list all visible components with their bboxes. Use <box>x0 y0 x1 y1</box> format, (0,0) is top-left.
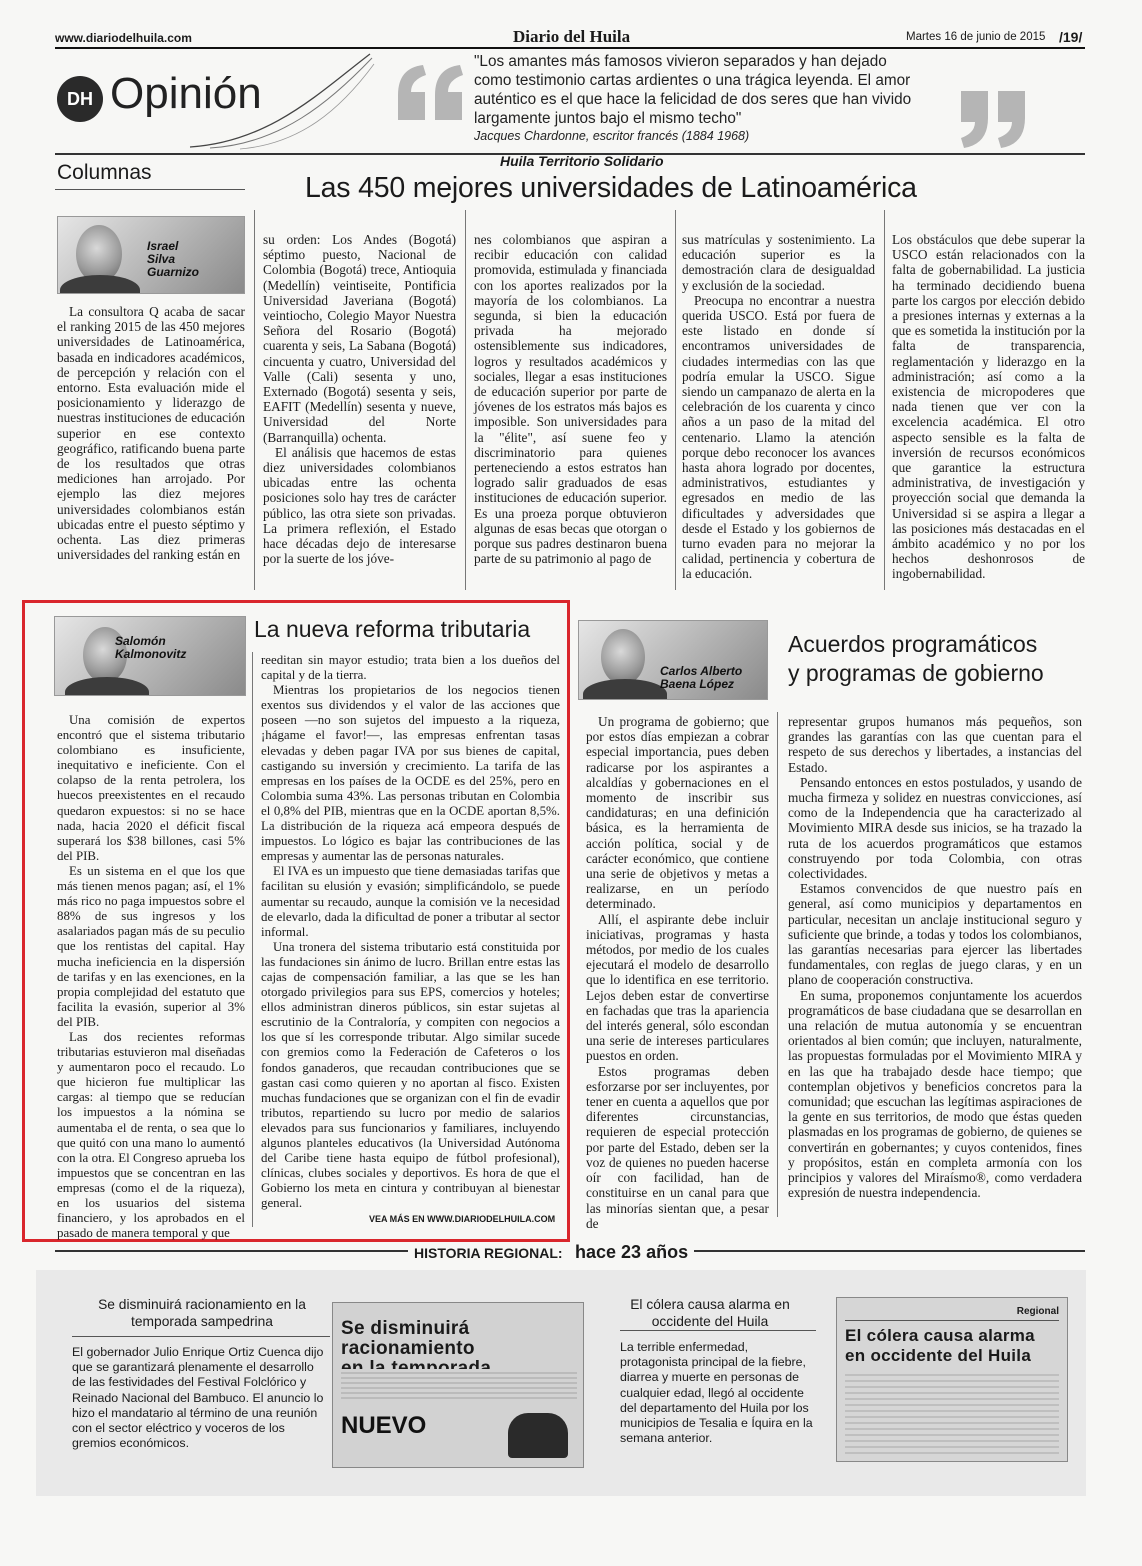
clip2-tag: Regional <box>1016 1306 1059 1317</box>
title-line: y programas de gobierno <box>788 660 1044 686</box>
paragraph: representar grupos humanos más pequeños, son grandes las garantías con las que cuentan para el respeto de sus derechos y libertades, a instancias del Estado. <box>788 714 1082 775</box>
historia-clip-2 <box>836 1297 1068 1462</box>
columnas-label: Columnas <box>57 161 152 184</box>
paragraph: La consultora Q acaba de sacar el ranking 2015 de las 450 mejores universidades de Latinoamérica, basada en indicadores académicos, de percepción y relación con el entorno. Esta evaluación mide el posicionamiento y liderazgo de nuestras instituciones de educación superior en ese contexto geográfico, ratificando buena parte de los resultados que otras mediciones han arrojado. Por ejemplo las diez mejores universidades colombianos están ubicadas entre el puesto séptimo y ochenta. Las diez primeras universidades del ranking están en <box>57 304 245 563</box>
page-number: /19/ <box>1059 29 1083 45</box>
paragraph: El IVA es un impuesto que tiene demasiadas tarifas que facilitan su elusión y evasión; simplificándolo, se puede aumentar su recaudo, aunque la comisión ve la necesidad de elevarlo, dada la dificultad de poner a tributar al sector informal. <box>261 864 560 939</box>
author-line: Israel <box>147 239 179 253</box>
article3-col2 <box>788 714 1082 1201</box>
paragraph: nes colombianos que aspiran a recibir educación con calidad promovida, estimulada y financiada con los aportes realizados por la mayoría de los colombianos. La segunda, si bien la educación privada ha mejorado ostensiblemente sus indicadores, logros y resultados académicos y sociales, llegar a esas instituciones de educación superior por parte de jóvenes de los estratos más bajos es imposible. Son universidades para la "élite", así suene feo y discriminatorio para quienes perteneciendo a estos estratos han logrado salir graduados de esas instituciones de educación superior. Es una proeza porque obtuvieron algunas de esas becas que otorgan o porque sus padres destinaron buena parte de su patrimonio al pago de <box>474 232 667 567</box>
historia-item1-title[interactable] <box>72 1296 332 1330</box>
paragraph: Mientras los propietarios de los negocios tienen exentos sus dividendos y el valor de las acciones que poseen —no son sujetos del impuesto a la riqueza, ¡hágame el favor!—, las empresas enfrentan tasas elevadas y deben pagar IVA por sus bienes de capital, castigando su inversión y crecimiento. La tarifa de las empresas en los países de la OCDE es del 25%, pero en Colombia suma 43%. Las personas tributan en Colombia el 0,8% del PIB, mientras que en la OCDE aportan 8,5%. La distribución de la riqueza acá empeora después de impuestos. Lo lógico es bajar las contribuciones de las empresas y aumentar las de personas naturales. <box>261 683 560 864</box>
clip2-head <box>845 1326 1035 1366</box>
quote-line: auténtico es el que hace la felicidad de dos seres que han vivido <box>474 91 912 108</box>
title-line: Se disminuirá racionamiento en la <box>98 1297 306 1312</box>
article2-title[interactable]: La nueva reforma tributaria <box>254 616 531 642</box>
historia-label: HISTORIA REGIONAL: <box>414 1245 563 1261</box>
paragraph: Preocupa no encontrar a nuestra querida USCO. Está por fuera de este listado en donde sí encontramos universidades de ciudades intermedias con las que podría emular la USCO. Sigue siendo un campanazo de alerta en la celebración de los cuarenta y cinco años a un paso de la mitad del centenario. Llamo la atención porque debo reconocer los avances hasta ahora logrado por docentes, administrativos, estudiantes y egresados en medio de las dificultades y adversidades que desde el Estado y los gobiernos de turno evaden para no mejorar la calidad, pertinencia y cobertura de la educación. <box>682 292 875 582</box>
paragraph: reeditan sin mayor estudio; trata bien a los dueños del capital y de la tierra. <box>261 653 560 683</box>
close-quote-icon <box>956 86 1036 156</box>
article2-col2 <box>261 653 560 1211</box>
column-divider <box>884 210 885 590</box>
historia-sub: hace 23 años <box>575 1242 689 1262</box>
title-line: El cólera causa alarma en <box>630 1297 790 1312</box>
article3-title[interactable] <box>788 630 1044 688</box>
quote-author: Jacques Chardonne, escritor francés (1884 1968) <box>474 129 750 143</box>
historia-item2-text: La terrible enfermedad, protagonista principal de la fiebre, diarrea y muerte en personas de cualquier edad, llegó al occidente del departamento del Huila por los municipios de Tesalia e Íquira en la semana anterior. <box>620 1340 813 1446</box>
paragraph: Las dos recientes reformas tributarias estuvieron mal diseñadas y aumentaron poco el recaudo. Lo que hicieron fue multiplicar las cargas: al tiempo que se reducían los impuestos a la nómina se aumentaba el de renta, o sea que lo que quitó con una mano lo aumentó con la otra. El Congreso aprueba los impuestos que se concentran en las empresas (como el de la riqueza), en los usuarios del sistema financiero, y los aprobados en el pasado de manera temporal y que <box>57 1029 245 1241</box>
quote-line: como testimonio cartas ardientes o una trágica leyenda. El amor <box>474 72 911 89</box>
historia-item1-rule <box>72 1336 330 1337</box>
title-line: Acuerdos programáticos <box>788 631 1038 657</box>
historia-clip-1 <box>332 1302 584 1468</box>
article2-col1 <box>57 713 245 1241</box>
quote-line: "Los amantes más famosos vivieron separados y han dejado <box>474 53 887 70</box>
dh-logo: DH <box>57 76 103 122</box>
paragraph: Estos programas deben esforzarse por ser incluyentes, por tener en cuenta a aquellos que por diferentes circunstancias, requieren de especial protección por parte del Estado, deben ser la voz de quienes no pueden hacerse oír con facilidad, han de constituirse en un canal para que las minorías sientan que, a pesar de <box>586 1063 769 1231</box>
historia-header <box>408 1242 694 1263</box>
paragraph: Los obstáculos que debe superar la USCO están relacionados con la falta de gobernabilidad. La justicia ha terminado decidiendo buena parte los cargos por elección debido a presiones internas y externas a la que es sometida la institución por la falta de transparencia, reglamentación y liderazgo en la administración; así como a la existencia de micropoderes que nada tienen que ver con la excelencia académica. El otro aspecto sensible es la falta de inversión de recursos económicos que garantice la estructura administrativa, de investigación y proyección social que demanda la Universidad si se aspira a llegar a las posiciones más destacadas en el ámbito académico y no por los hechos deshonrosos de ingobernabilidad. <box>892 232 1085 582</box>
clip2-body-lines <box>845 1374 1059 1454</box>
article1-col3 <box>474 232 667 566</box>
columnas-rule <box>55 189 245 190</box>
open-quote-icon <box>393 60 473 130</box>
paragraph: sus matrículas y sostenimiento. La educación superior es la demostración clara de desigualdad y exclusión de la sociedad. <box>682 232 875 293</box>
historia-item1-text: El gobernador Julio Enrique Ortiz Cuenca dijo que se garantizará plenamente el desarrollo de las festividades del Festival Folclórico y Reinado Nacional del Bambuco. El anuncio lo hizo el mandatario al término de una reunión con el sector eléctrico y voceros de los gremios económicos. <box>72 1345 324 1451</box>
more-online-link[interactable]: VEA MÁS EN WWW.DIARIODELHUILA.COM <box>369 1214 556 1224</box>
author-line: Salomón <box>115 634 166 648</box>
title-line: occidente del Huila <box>651 1314 769 1329</box>
author-line: Baena López <box>660 677 735 691</box>
clip-line: en occidente del Huila <box>845 1346 1032 1365</box>
clip1-badge: NUEVO <box>341 1412 427 1439</box>
clip-line: El cólera causa alarma <box>845 1326 1035 1345</box>
website-url[interactable]: www.diariodelhuila.com <box>55 31 192 45</box>
paragraph: Es un sistema en el que los que más tienen menos pagan; así, el 1% más rico no paga impuestos sobre el 88% de sus ingresos y los asalariados pagan más de su peculio que los rentistas del capital. Hay mucha ineficiencia en la dispersión de tarifas y en las exenciones, en la propia complejidad del estatuto que facilita la evasión, superior al 3% del PIB. <box>57 863 245 1029</box>
article1-kicker: Huila Territorio Solidario <box>500 153 664 169</box>
issue-date: Martes 16 de junio de 2015 <box>906 31 1046 43</box>
historia-item2-rule <box>620 1330 816 1331</box>
section-title: Opinión <box>110 69 262 118</box>
paragraph: Estamos convencidos de que nuestro país en general, así como municipios y departamentos en particular, necesitan un anclaje institucional seguro y suficiente que brinde, a todas y todos los colombianos, las garantías necesarias para ejercer las libertades fundamentales, con reglas de juego claras, y en un plano de cooperación constructiva. <box>788 881 1082 988</box>
clip1-body-lines <box>341 1369 577 1399</box>
column-divider <box>252 652 253 1227</box>
masthead-a: Diario del <box>513 27 586 46</box>
title-line: temporada sampedrina <box>131 1314 273 1329</box>
author-name-kalmanovitz <box>115 635 186 661</box>
paragraph: Una tronera del sistema tributario está constituida por las fundaciones sin ánimo de lucro. Brillan entre estas las cajas de compensación familiar, a las que se les han otorgado privilegios para sus EPS, comercios y hoteles; ellos administran dineros públicos, sin estar sujetas al escrutinio de la Contraloría, y compiten con negocios a los que sí les corresponde tributar. Algo similar sucede con gremios como la Federación de Cafeteros o los fondos ganaderos, que recaudan contribuciones que se gastan casi como quieren y no aportan al fisco. Existen muchas fundaciones que se organizan con el fin de evadir tributos, repartiendo su lucro por medio de salarios elevados para sus funcionarios y familiares, incluyendo algunos planteles educativos (la Universidad Autónoma del Caribe tiene hasta equipo de fútbol profesional), clínicas, clubes sociales y deportivos. Es hora de que el Gobierno los meta en cintura y contribuyan al bienestar general. <box>261 939 560 1211</box>
article3-col1 <box>586 714 769 1231</box>
swoosh-decoration <box>180 52 380 152</box>
masthead <box>513 27 630 47</box>
masthead-b: Huila <box>589 27 631 46</box>
article1-col2 <box>263 232 456 566</box>
paragraph: Allí, el aspirante debe incluir iniciativas, programas y hasta métodos, por medio de los cuales ejecutará el modelo de desarrollo que lo identifica en ese territorio. Lejos deben estar de convertirse en fachadas que tras la apariencia del interés general, sólo escondan una serie de intereses particulares puestos en orden. <box>586 911 769 1064</box>
clip2-rule <box>845 1320 1059 1321</box>
paragraph: Pensando entonces en estos postulados, y usando de mucha firmeza y solidez en nuestras convicciones, así como de la Independencia que ha caracterizado al Movimiento MIRA desde sus inicios, se ha trazado la ruta de los acuerdos programáticos que estamos construyendo por toda Colombia, con otras colectividades. <box>788 774 1082 882</box>
column-divider <box>675 210 676 590</box>
header-quote <box>474 52 964 144</box>
paragraph: El análisis que hacemos de estas diez universidades colombianos ubicadas entre las ochenta posiciones solo hay tres de carácter público, las otra siete son privadas. La primera reflexión, el Estado hace décadas dejo de interesarse por la suerte de los jóve- <box>263 444 456 567</box>
header-rule <box>55 47 1085 49</box>
article1-title[interactable]: Las 450 mejores universidades de Latinoamérica <box>305 172 917 204</box>
clip1-car-image <box>508 1413 568 1458</box>
article1-col1 <box>57 304 245 562</box>
author-name-silva <box>147 240 199 279</box>
author-line: Kalmonovitz <box>115 647 187 661</box>
author-name-baena <box>660 665 742 691</box>
historia-item2-title[interactable] <box>610 1296 810 1330</box>
paragraph: su orden: Los Andes (Bogotá) séptimo puesto, Nacional de Colombia (Bogotá) trece, Antioquia (Medellín) veintiseite, Pontificia Universidad Javeriana (Bogotá) veintiocho, Colegio Mayor Nuestra Señora del Rosario (Bogotá) cuarenta y seis, La Sabana (Bogotá) cincuenta y cuatro, Universidad del Valle (Cali) sesenta y uno, Externado (Bogotá) sesenta y seis, EAFIT (Medellín) sesenta y nueve, Universidad del Norte (Barranquilla) ochenta. <box>263 232 456 445</box>
clip-line: Se disminuirá racionamiento <box>341 1318 475 1359</box>
paragraph: Un programa de gobierno; que por estos días empiezan a cobrar especial importancia, pues deben radicarse por los aspirantes a alcaldías y gobernaciones en el momento de inscribir sus candidaturas; en una definición básica, es la herramienta de acción política, social y de carácter económico, que contiene una serie de objetivos y metas a realizarse, en un período determinado. <box>586 714 769 912</box>
paragraph: En suma, proponemos conjuntamente los acuerdos programáticos de base ciudadana que se desarrollan en una relación de mutua autonomía y se encuentran orientados al bien común; que incluyen, naturalmente, las propuestas formuladas por el Movimiento MIRA y en las que ha trabajado desde hace tiempo; que contemplan objetivos y beneficios concretos para la comunidad; que escuchan las legítimas aspiraciones de la gente en sus territorios, de modo que éstas queden plasmadas en los programas de gobierno, de quienes se convertirán en gobernantes; y cuyos contenidos, fines y propósitos, están en completa armonía con los principios y valores del Miraísmo®, como verdadera expresión de nuestra independencia. <box>788 987 1082 1201</box>
column-divider <box>254 210 255 590</box>
column-divider <box>777 712 778 1217</box>
article1-col4 <box>682 232 875 582</box>
quote-line: largamente juntos bajo el mismo techo" <box>474 110 742 127</box>
author-line: Silva <box>147 252 176 266</box>
article1-col5 <box>892 232 1085 582</box>
author-line: Carlos Alberto <box>660 664 743 678</box>
paragraph: Una comisión de expertos encontró que el sistema tributario colombiano es insuficiente, inequitativo e ineficiente. Con el colapso de la renta petrolera, los huecos preexistentes en el recaudo quedaron expuestos: si no se hace nada, hacia 2020 el déficit fiscal superará los $38 billones, casi 5% del PIB. <box>57 713 245 863</box>
author-line: Guarnizo <box>147 265 200 279</box>
column-divider <box>465 210 466 590</box>
